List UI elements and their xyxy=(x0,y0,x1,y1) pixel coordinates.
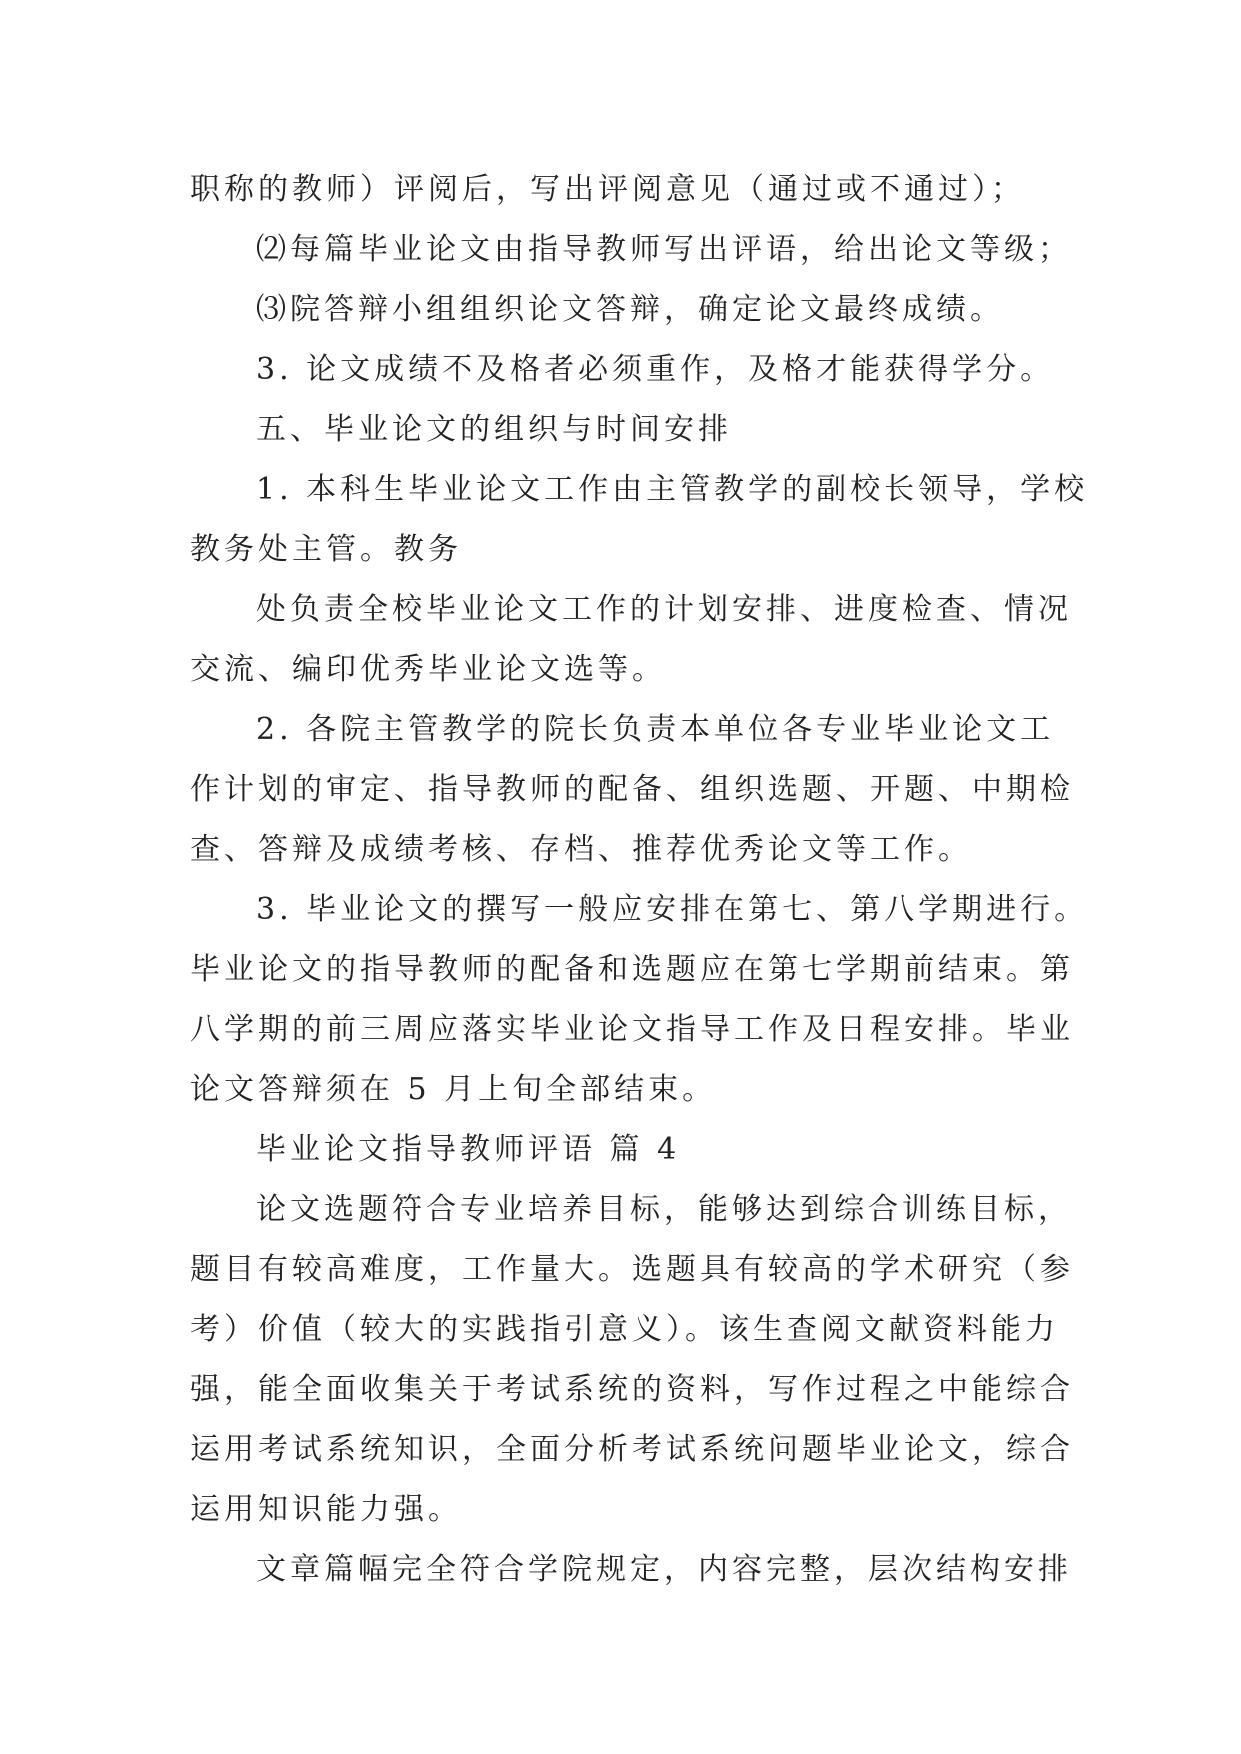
text-line: 2. 各院主管教学的院长负责本单位各专业毕业论文工 xyxy=(256,712,1055,747)
document-body xyxy=(190,160,1089,1600)
text-line: 交流、编印优秀毕业论文选等。 xyxy=(190,652,666,687)
text-line: 论文选题符合专业培养目标，能够达到综合训练目标， xyxy=(256,1192,1072,1227)
text-line: 1. 本科生毕业论文工作由主管教学的副校长领导，学校 xyxy=(256,472,1089,507)
text-line: 运用知识能力强。 xyxy=(190,1492,462,1527)
text-line: 八学期的前三周应落实毕业论文指导工作及日程安排。毕业 xyxy=(190,1012,1074,1047)
text-line: 作计划的审定、指导教师的配备、组织选题、开题、中期检 xyxy=(190,772,1074,807)
text-line: 论文答辩须在 5 月上旬全部结束。 xyxy=(190,1072,717,1107)
text-line: 教务处主管。教务 xyxy=(190,532,462,567)
text-line: 职称的教师）评阅后，写出评阅意见（通过或不通过）； xyxy=(190,172,1025,207)
text-line: ⑶院答辩小组组织论文答辩，确定论文最终成绩。 xyxy=(256,292,1004,327)
text-line: 题目有较高难度，工作量大。选题具有较高的学术研究（参 xyxy=(190,1252,1074,1287)
text-line: 考）价值（较大的实践指引意义）。该生查阅文献资料能力 xyxy=(190,1312,1059,1347)
section-heading: 五、毕业论文的组织与时间安排 xyxy=(256,412,732,447)
text-line: 处负责全校毕业论文工作的计划安排、进度检查、情况 xyxy=(256,592,1072,627)
text-line: 毕业论文的指导教师的配备和选题应在第七学期前结束。第 xyxy=(190,952,1074,987)
text-line: 3. 毕业论文的撰写一般应安排在第七、第八学期进行。 xyxy=(256,892,1089,927)
text-line: 3. 论文成绩不及格者必须重作，及格才能获得学分。 xyxy=(256,352,1055,387)
text-line: 文章篇幅完全符合学院规定，内容完整，层次结构安排 xyxy=(256,1552,1072,1587)
text-line: 运用考试系统知识，全面分析考试系统问题毕业论文，综合 xyxy=(190,1432,1074,1467)
text-line: 强，能全面收集关于考试系统的资料，写作过程之中能综合 xyxy=(190,1372,1074,1407)
text-line: 查、答辩及成绩考核、存档、推荐优秀论文等工作。 xyxy=(190,832,972,867)
text-line: ⑵每篇毕业论文由指导教师写出评语，给出论文等级； xyxy=(256,232,1072,267)
section-title: 毕业论文指导教师评语 篇 4 xyxy=(256,1132,681,1167)
